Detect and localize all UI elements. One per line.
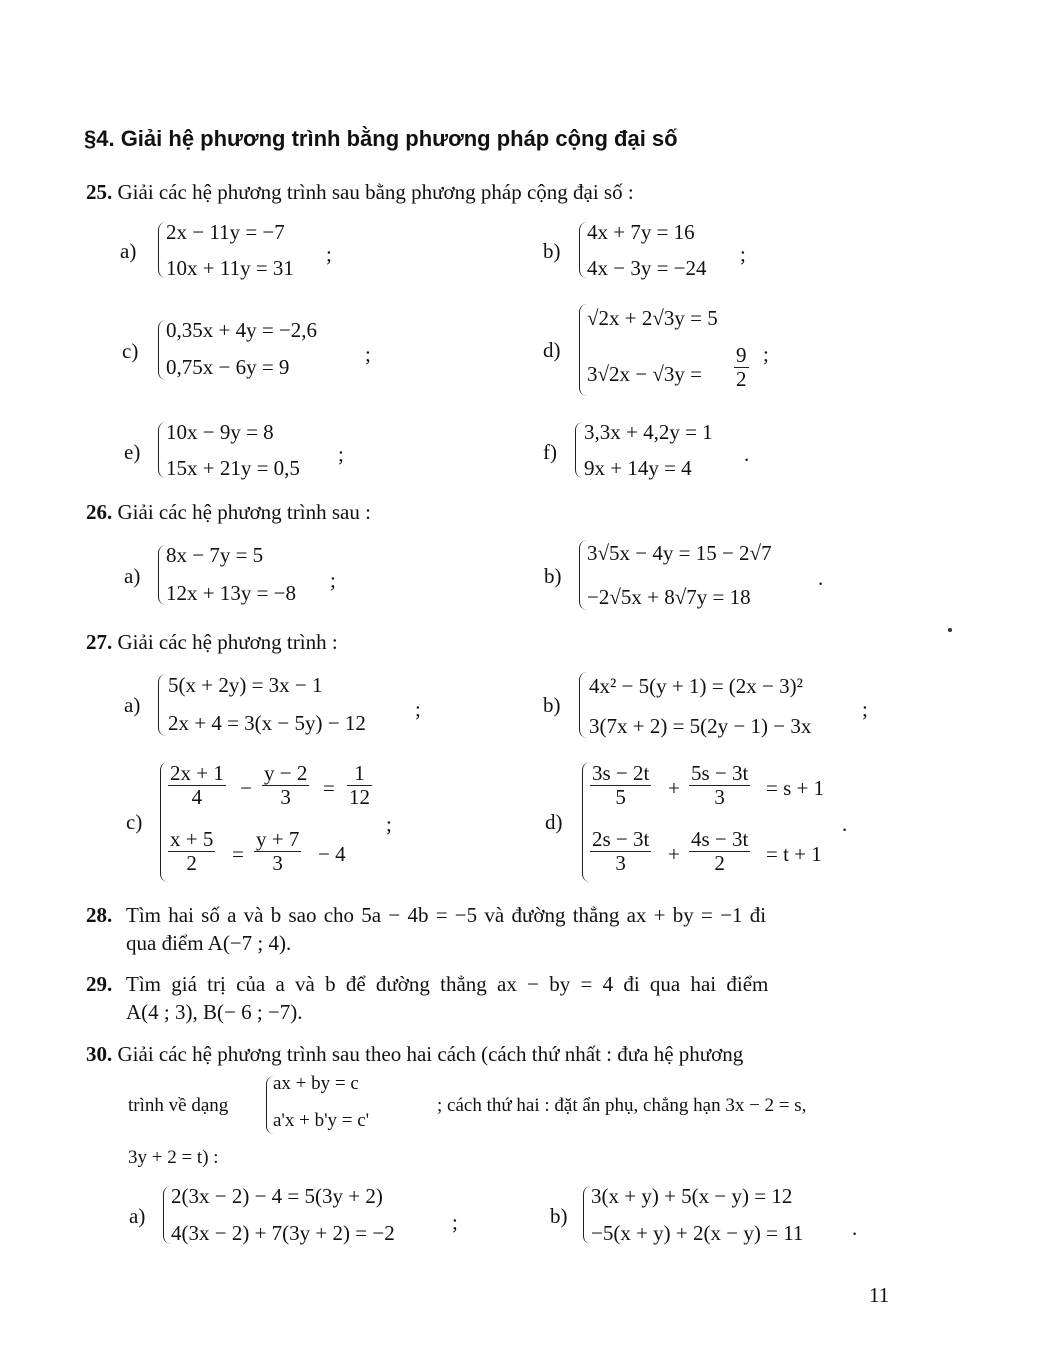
equation-2: 4x − 3y = −24 [587,256,707,280]
operator: + [668,776,680,800]
equation-2: 2x + 4 = 3(x − 5y) − 12 [168,711,366,735]
right-hand-side: = s + 1 [766,776,825,800]
exercise-number: 29. [86,972,113,996]
equation-1: 3√5x − 4y = 15 − 2√7 [587,541,772,565]
exercise-27 [86,628,338,656]
equation-1: 0,35x + 4y = −2,6 [166,318,318,342]
equation-2: 3(7x + 2) = 5(2y − 1) − 3x [589,714,812,738]
numerator: 2x + 1 [170,761,224,785]
exercise-text-line: Giải các hệ phương trình sau theo hai cách (cách thứ nhất : đưa hệ phương [117,1042,744,1066]
fraction [734,344,749,391]
equation-1: 4x² − 5(y + 1) = (2x − 3)² [589,674,803,698]
item-label: a) [124,564,141,588]
equation-1: 4x + 7y = 16 [587,220,695,244]
exercise-text-line: Tìm hai số a và b sao cho 5a − 4b = −5 và đường thẳng ax + by = −1 đi [126,903,767,927]
fraction [168,828,215,875]
equation-2: 9x + 14y = 4 [584,456,692,480]
equation-1: 8x − 7y = 5 [166,543,264,567]
numerator: x + 5 [170,827,214,851]
exercise-25 [86,178,634,206]
item-label: d) [545,810,563,834]
equation-1: 2x − 11y = −7 [166,220,285,244]
scan-speck [948,628,952,632]
separator: ; [365,342,371,366]
denominator: 2 [714,851,725,876]
fraction [347,762,372,809]
denominator: 3 [280,785,291,810]
exercise-29 [86,970,894,1026]
equation-2: 12x + 13y = −8 [166,581,297,605]
item-label: f) [543,440,557,464]
form-continuation: ; cách thứ hai : đặt ẩn phụ, chẳng hạn 3x − 2 = s, [437,1095,807,1116]
denominator: 4 [191,785,203,810]
exercise-prompt: Giải các hệ phương trình sau bằng phương pháp cộng đại số : [117,180,634,204]
separator: . [852,1216,858,1240]
separator: ; [338,442,344,466]
denominator: 2 [186,851,197,876]
equation-2: 15x + 21y = 0,5 [166,456,300,480]
denominator: 3 [272,851,283,876]
exercise-prompt: Giải các hệ phương trình sau : [117,500,371,524]
numerator: 2s − 3t [592,827,650,851]
item-label: c) [126,810,143,834]
page-number: 11 [869,1283,890,1307]
equation-2: 10x + 11y = 31 [166,256,294,280]
exercise-number: 27. [86,630,113,654]
equation-2: −2√5x + 8√7y = 18 [587,585,751,609]
numerator: y + 7 [256,827,300,851]
fraction [254,828,301,875]
operator: = [323,776,335,800]
item-label: b) [543,693,561,717]
fraction [689,828,750,875]
separator: ; [862,697,868,721]
form-equation-1: ax + by = c [273,1073,359,1094]
right-hand-side: = t + 1 [766,842,822,866]
brace [579,672,589,738]
fraction [689,762,750,809]
section-title: §4. Giải hệ phương trình bằng phương pháp cộng đại số [84,126,678,151]
exercise-26 [86,498,371,526]
denominator: 5 [615,785,626,810]
fraction [590,828,651,875]
separator: . [818,566,824,590]
numerator: 3s − 2t [592,761,650,785]
exercise-prompt: Giải các hệ phương trình : [117,630,338,654]
numerator: 9 [736,343,747,367]
separator: ; [415,697,421,721]
operator: + [668,842,680,866]
item-label: a) [120,239,137,263]
item-label: b) [550,1204,568,1228]
denominator: 12 [349,785,370,810]
operator: − [240,776,252,800]
exercise-text-line: 3y + 2 = t) : [128,1147,219,1168]
expression-tail: − 4 [318,842,346,866]
item-label: c) [122,339,139,363]
equation-1: 2(3x − 2) − 4 = 5(3y + 2) [171,1184,383,1208]
numerator: 1 [347,762,372,786]
exercise-number: 25. [86,180,113,204]
fraction [590,762,651,809]
brace [158,674,168,736]
equation-1: 10x − 9y = 8 [166,420,274,444]
item-label: b) [544,564,562,588]
equation-2: 4(3x − 2) + 7(3y + 2) = −2 [171,1221,395,1245]
denominator: 2 [736,367,747,392]
separator: . [842,812,848,836]
exercise-30 [86,1040,743,1068]
separator: . [744,442,750,466]
item-label: b) [543,239,561,263]
equation-2: 3√2x − √3y = [587,362,702,386]
exercise-text-line: qua điểm A(−7 ; 4). [126,931,292,955]
exercise-text-line: Tìm giá trị của a và b để đường thẳng ax − by = 4 đi qua hai điểm [126,972,769,996]
separator: ; [386,812,392,836]
exercise-number: 26. [86,500,113,524]
item-label: a) [124,693,141,717]
item-label: d) [543,338,561,362]
separator: ; [740,242,746,266]
item-label: e) [124,440,141,464]
item-label: a) [129,1204,146,1228]
exercise-28 [86,901,894,957]
exercise-number: 28. [86,903,113,927]
exercise-text-line: A(4 ; 3), B(− 6 ; −7). [126,1000,303,1024]
numerator: y − 2 [264,761,308,785]
equation-1: 3(x + y) + 5(x − y) = 12 [591,1184,793,1208]
separator: ; [326,242,332,266]
separator: ; [330,568,336,592]
form-equation-2: a'x + b'y = c' [273,1110,370,1131]
denominator: 3 [714,785,725,810]
equation-1: 5(x + 2y) = 3x − 1 [168,673,323,697]
exercise-number: 30. [86,1042,113,1066]
fraction [262,762,309,809]
separator: ; [763,342,769,366]
operator: = [232,842,244,866]
separator: ; [452,1210,458,1234]
form-intro: trình về dạng [128,1095,229,1116]
denominator: 3 [615,851,626,876]
equation-1: 3,3x + 4,2y = 1 [584,420,713,444]
equation-2: −5(x + y) + 2(x − y) = 11 [591,1221,804,1245]
equation-1: √2x + 2√3y = 5 [587,306,718,330]
fraction [168,762,226,809]
equation-2: 0,75x − 6y = 9 [166,355,290,379]
numerator: 5s − 3t [691,761,749,785]
numerator: 4s − 3t [691,827,749,851]
